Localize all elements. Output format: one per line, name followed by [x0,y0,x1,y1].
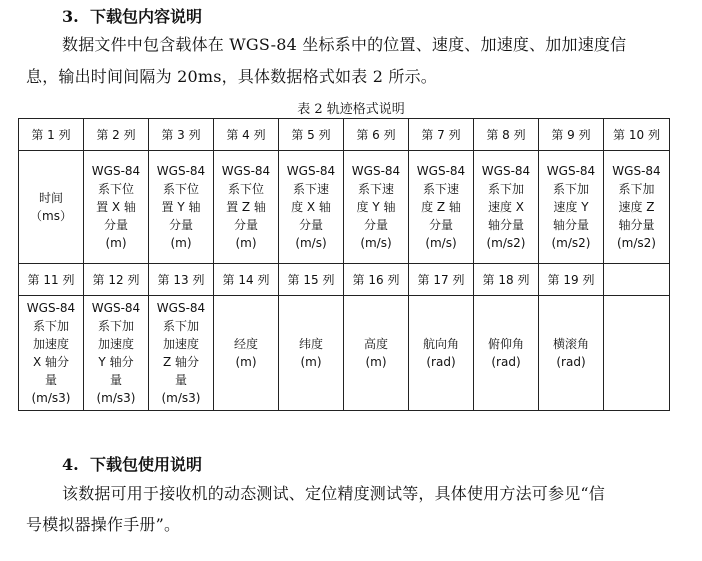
section-3-title: 下载包内容说明 [90,7,203,26]
column-header: 第 2 列 [84,119,149,151]
trajectory-format-table [18,118,670,411]
column-header: 第 10 列 [604,119,670,151]
section-3-paragraph-line-2: 息，输出时间间隔为 20ms，具体数据格式如表 2 所示。 [26,67,437,86]
table-cell [409,151,474,264]
cell-text: WGS-84 系下加 速度 X 轴分量 (m/s2) [481,164,531,250]
column-header: 第 19 列 [539,264,604,296]
cell-text: WGS-84 系下速 度 Y 轴 分量 (m/s) [351,164,401,250]
table-cell [474,296,539,411]
cell-text: WGS-84 系下加 加速度 Z 轴分 量 (m/s3) [156,301,206,405]
cell-text: WGS-84 系下加 加速度 X 轴分 量 (m/s3) [26,301,76,405]
cell-text: 俯仰角 (rad) [487,337,524,369]
column-header: 第 14 列 [214,264,279,296]
table-cell [19,296,84,411]
table-cell [149,151,214,264]
column-header: 第 4 列 [214,119,279,151]
cell-text: 纬度 (m) [298,337,323,369]
table-header-row [19,119,670,151]
table-cell [539,296,604,411]
table-row [19,151,670,264]
table-cell [279,151,344,264]
section-3-heading [62,4,202,27]
column-header: 第 18 列 [474,264,539,296]
table-caption: 表 2 轨迹格式说明 [297,102,405,117]
cell-text: 横滚角 (rad) [552,337,589,369]
cell-text: WGS-84 系下加 加速度 Y 轴分 量 (m/s3) [91,301,141,405]
section-4-heading [62,452,202,475]
table-cell [344,151,409,264]
section-4-paragraph-line-1: 该数据可用于接收机的动态测试、定位精度测试等，具体使用方法可参见“信 [62,484,605,503]
column-header: 第 7 列 [409,119,474,151]
column-header: 第 1 列 [19,119,84,151]
table-cell [474,151,539,264]
column-header: 第 11 列 [19,264,84,296]
column-header: 第 9 列 [539,119,604,151]
table-cell [149,296,214,411]
table-row [19,296,670,411]
table-cell [604,151,670,264]
table-cell [604,296,670,411]
cell-text: 经度 (m) [233,337,258,369]
cell-text: WGS-84 系下速 度 X 轴 分量 (m/s) [286,164,336,250]
column-header [604,264,670,296]
column-header: 第 17 列 [409,264,474,296]
column-header: 第 5 列 [279,119,344,151]
column-header: 第 15 列 [279,264,344,296]
cell-text: 时间 （ms） [30,191,72,223]
table-cell [279,296,344,411]
cell-text: 高度 (m) [363,337,388,369]
cell-text: WGS-84 系下位 置 Y 轴 分量 (m) [156,164,206,250]
table-cell [214,296,279,411]
column-header: 第 13 列 [149,264,214,296]
cell-text: WGS-84 系下加 速度 Z 轴分量 (m/s2) [612,164,661,250]
column-header: 第 16 列 [344,264,409,296]
column-header: 第 3 列 [149,119,214,151]
section-4-title: 下载包使用说明 [90,455,203,474]
column-header: 第 6 列 [344,119,409,151]
table-cell [409,296,474,411]
cell-text: WGS-84 系下位 置 X 轴 分量 (m) [91,164,141,250]
section-4-number: 4. [62,455,79,474]
cell-text: 航向角 (rad) [422,337,459,369]
section-3-number: 3. [62,7,79,26]
section-4-paragraph-line-2: 号模拟器操作手册”。 [26,515,181,534]
table-cell [84,151,149,264]
column-header: 第 12 列 [84,264,149,296]
cell-text: WGS-84 系下速 度 Z 轴 分量 (m/s) [416,164,466,250]
table-cell [19,151,84,264]
table-header-row [19,264,670,296]
cell-text: WGS-84 系下位 置 Z 轴 分量 (m) [221,164,271,250]
section-3-paragraph-line-1: 数据文件中包含载体在 WGS-84 坐标系中的位置、速度、加速度、加加速度信 [62,35,627,54]
column-header: 第 8 列 [474,119,539,151]
table-cell [344,296,409,411]
cell-text: WGS-84 系下加 速度 Y 轴分量 (m/s2) [546,164,596,250]
table-cell [214,151,279,264]
table-cell [84,296,149,411]
table-cell [539,151,604,264]
